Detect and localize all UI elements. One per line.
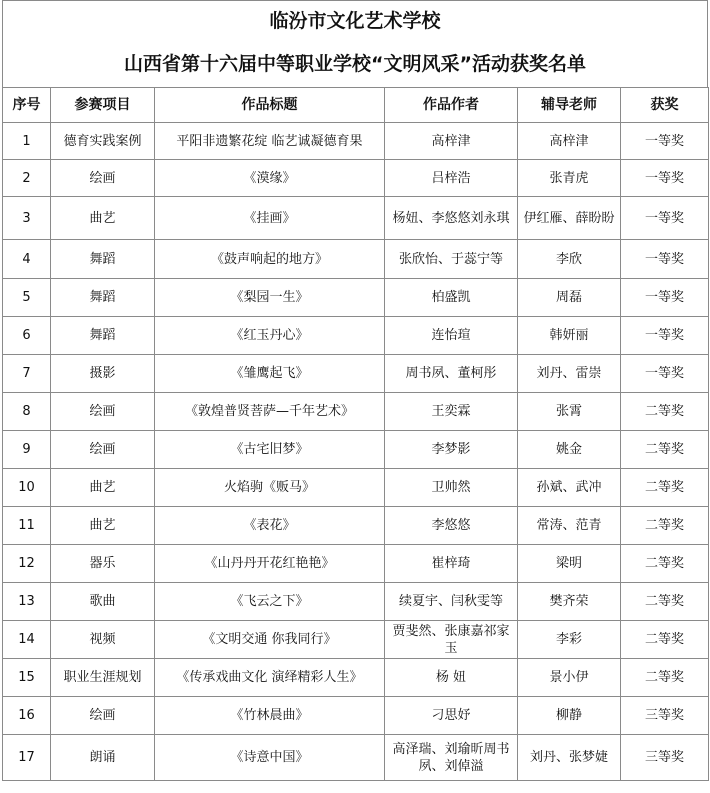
row-no: 10 xyxy=(3,469,51,507)
row-author: 周书夙、董柯彤 xyxy=(385,355,518,393)
row-no: 7 xyxy=(3,355,51,393)
row-teacher: 周磊 xyxy=(518,279,621,317)
row-teacher: 刘丹、张梦婕 xyxy=(518,735,621,781)
header-row xyxy=(3,88,709,123)
row-teacher: 李彩 xyxy=(518,621,621,659)
row-project: 曲艺 xyxy=(51,197,155,240)
row-award: 一等奖 xyxy=(621,355,709,393)
row-teacher: 李欣 xyxy=(518,240,621,279)
row-no: 4 xyxy=(3,240,51,279)
row-no: 8 xyxy=(3,393,51,431)
row-project: 曲艺 xyxy=(51,507,155,545)
row-award: 二等奖 xyxy=(621,621,709,659)
table-row xyxy=(3,317,709,355)
award-list-document xyxy=(2,0,708,781)
row-award: 一等奖 xyxy=(621,240,709,279)
table-row xyxy=(3,123,709,160)
row-project: 绘画 xyxy=(51,697,155,735)
row-work: 《表花》 xyxy=(155,507,385,545)
header-teacher: 辅导老师 xyxy=(518,88,621,123)
row-project: 摄影 xyxy=(51,355,155,393)
table-row xyxy=(3,621,709,659)
header-no: 序号 xyxy=(3,88,51,123)
row-author: 高梓津 xyxy=(385,123,518,160)
table-row xyxy=(3,240,709,279)
row-author: 卫帅然 xyxy=(385,469,518,507)
row-work: 《漠缘》 xyxy=(155,160,385,197)
row-project: 绘画 xyxy=(51,160,155,197)
title-block xyxy=(2,0,708,87)
row-teacher: 张青虎 xyxy=(518,160,621,197)
row-work: 《飞云之下》 xyxy=(155,583,385,621)
table-row xyxy=(3,659,709,697)
row-award: 二等奖 xyxy=(621,431,709,469)
row-teacher: 伊红雁、薛盼盼 xyxy=(518,197,621,240)
table-row xyxy=(3,197,709,240)
row-work: 《古宅旧梦》 xyxy=(155,431,385,469)
row-project: 绘画 xyxy=(51,393,155,431)
row-work: 《山丹丹开花红艳艳》 xyxy=(155,545,385,583)
table-row xyxy=(3,279,709,317)
row-no: 15 xyxy=(3,659,51,697)
row-no: 1 xyxy=(3,123,51,160)
row-work: 《传承戏曲文化 演绎精彩人生》 xyxy=(155,659,385,697)
row-teacher: 张霄 xyxy=(518,393,621,431)
row-project: 职业生涯规划 xyxy=(51,659,155,697)
header-author: 作品作者 xyxy=(385,88,518,123)
row-project: 舞蹈 xyxy=(51,240,155,279)
row-author: 刁思妤 xyxy=(385,697,518,735)
award-table xyxy=(2,87,709,781)
row-award: 一等奖 xyxy=(621,123,709,160)
row-work: 《雏鹰起飞》 xyxy=(155,355,385,393)
row-no: 11 xyxy=(3,507,51,545)
row-project: 舞蹈 xyxy=(51,279,155,317)
row-work: 《敦煌普贤菩萨—千年艺术》 xyxy=(155,393,385,431)
row-no: 5 xyxy=(3,279,51,317)
row-work: 《红玉丹心》 xyxy=(155,317,385,355)
table-row xyxy=(3,583,709,621)
row-teacher: 柳静 xyxy=(518,697,621,735)
row-project: 歌曲 xyxy=(51,583,155,621)
row-work: 《诗意中国》 xyxy=(155,735,385,781)
row-no: 2 xyxy=(3,160,51,197)
row-award: 一等奖 xyxy=(621,197,709,240)
row-teacher: 梁明 xyxy=(518,545,621,583)
row-no: 9 xyxy=(3,431,51,469)
row-no: 13 xyxy=(3,583,51,621)
row-work: 《鼓声响起的地方》 xyxy=(155,240,385,279)
table-row xyxy=(3,545,709,583)
row-award: 三等奖 xyxy=(621,697,709,735)
row-award: 二等奖 xyxy=(621,583,709,621)
header-award: 获奖 xyxy=(621,88,709,123)
row-project: 朗诵 xyxy=(51,735,155,781)
header-project: 参赛项目 xyxy=(51,88,155,123)
row-project: 舞蹈 xyxy=(51,317,155,355)
row-no: 6 xyxy=(3,317,51,355)
row-project: 曲艺 xyxy=(51,469,155,507)
row-no: 12 xyxy=(3,545,51,583)
row-author: 李悠悠 xyxy=(385,507,518,545)
table-row xyxy=(3,469,709,507)
table-body xyxy=(3,123,709,781)
table-row xyxy=(3,507,709,545)
table-row xyxy=(3,393,709,431)
table-row xyxy=(3,697,709,735)
row-author: 续夏宇、闫秋雯等 xyxy=(385,583,518,621)
row-work: 《梨园一生》 xyxy=(155,279,385,317)
row-no: 3 xyxy=(3,197,51,240)
row-project: 绘画 xyxy=(51,431,155,469)
row-teacher: 姚金 xyxy=(518,431,621,469)
row-author: 崔梓琦 xyxy=(385,545,518,583)
row-teacher: 韩妍丽 xyxy=(518,317,621,355)
row-author: 贾斐然、张康嘉祁家玉 xyxy=(385,621,518,659)
row-author: 连怡瑄 xyxy=(385,317,518,355)
row-work: 《挂画》 xyxy=(155,197,385,240)
row-author: 吕梓浩 xyxy=(385,160,518,197)
row-work: 平阳非遗繁花绽 临艺诚凝德育果 xyxy=(155,123,385,160)
table-row xyxy=(3,431,709,469)
row-award: 二等奖 xyxy=(621,545,709,583)
school-title: 临汾市文化艺术学校 xyxy=(269,10,441,32)
row-award: 一等奖 xyxy=(621,317,709,355)
row-author: 杨 妞 xyxy=(385,659,518,697)
row-award: 三等奖 xyxy=(621,735,709,781)
row-no: 16 xyxy=(3,697,51,735)
row-author: 高泽瑞、刘瑜昕周书夙、刘倬溢 xyxy=(385,735,518,781)
list-subtitle: 山西省第十六届中等职业学校“文明风采”活动获奖名单 xyxy=(124,53,586,75)
header-work: 作品标题 xyxy=(155,88,385,123)
row-project: 视频 xyxy=(51,621,155,659)
row-award: 二等奖 xyxy=(621,469,709,507)
row-author: 杨妞、李悠悠刘永琪 xyxy=(385,197,518,240)
row-work: 火焰驹《贩马》 xyxy=(155,469,385,507)
table-row xyxy=(3,355,709,393)
row-no: 14 xyxy=(3,621,51,659)
row-author: 张欣怡、于蕊宁等 xyxy=(385,240,518,279)
row-author: 柏盛凯 xyxy=(385,279,518,317)
table-row xyxy=(3,160,709,197)
row-project: 器乐 xyxy=(51,545,155,583)
row-author: 李梦影 xyxy=(385,431,518,469)
table-row xyxy=(3,735,709,781)
row-award: 二等奖 xyxy=(621,659,709,697)
row-award: 一等奖 xyxy=(621,279,709,317)
row-work: 《竹林晨曲》 xyxy=(155,697,385,735)
row-teacher: 高梓津 xyxy=(518,123,621,160)
row-project: 德育实践案例 xyxy=(51,123,155,160)
row-teacher: 刘丹、雷崇 xyxy=(518,355,621,393)
row-work: 《文明交通 你我同行》 xyxy=(155,621,385,659)
row-teacher: 樊齐荣 xyxy=(518,583,621,621)
row-author: 王奕霖 xyxy=(385,393,518,431)
row-award: 一等奖 xyxy=(621,160,709,197)
row-no: 17 xyxy=(3,735,51,781)
row-teacher: 景小伊 xyxy=(518,659,621,697)
row-teacher: 孙斌、武冲 xyxy=(518,469,621,507)
row-award: 二等奖 xyxy=(621,393,709,431)
row-award: 二等奖 xyxy=(621,507,709,545)
row-teacher: 常涛、范青 xyxy=(518,507,621,545)
